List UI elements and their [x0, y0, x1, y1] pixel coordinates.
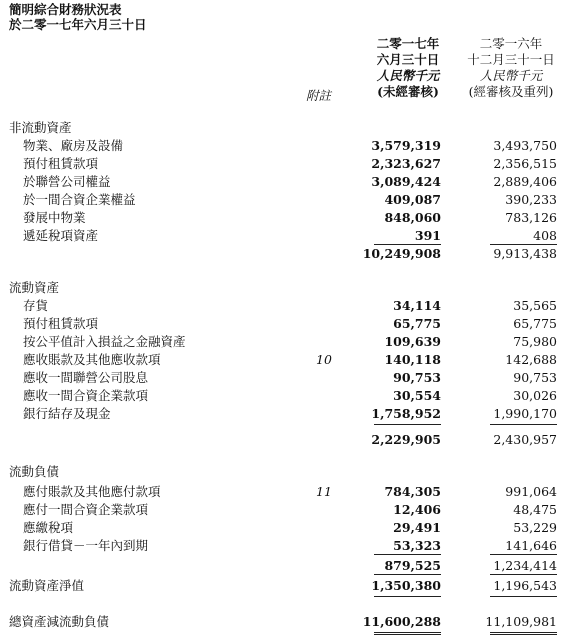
previous-value: 1,196,543 [493, 578, 557, 593]
current-total: 10,249,908 [362, 246, 441, 261]
row-label: 預付租賃款項 [23, 156, 99, 171]
net-current-assets-row [0, 577, 583, 595]
previous-value: 390,233 [505, 192, 557, 207]
previous-value: 783,126 [505, 210, 557, 225]
row-label: 於一間合資企業權益 [23, 192, 136, 207]
statement-date: 於二零一七年六月三十日 [9, 17, 147, 32]
previous-value: 2,889,406 [493, 174, 557, 189]
row-label: 應繳稅項 [23, 520, 74, 535]
subtotal-rule [374, 574, 441, 575]
current-year: 二零一七年 [376, 36, 440, 51]
previous-value: 142,688 [505, 352, 557, 367]
subtotal-rule [490, 596, 557, 597]
previous-total: 2,430,957 [493, 432, 557, 447]
table-row [0, 405, 583, 423]
subtotal-rule [374, 596, 441, 597]
previous-value: 30,026 [513, 388, 557, 403]
current-value: 3,579,319 [371, 138, 441, 153]
section-heading-non-current-assets [0, 119, 583, 137]
row-label: 應收賬款及其他應收款項 [23, 352, 161, 367]
previous-value: 48,475 [513, 502, 557, 517]
current-value: 1,350,380 [371, 578, 441, 593]
note-reference: 10 [316, 352, 332, 367]
row-label: 按公平值計入損益之金融資產 [23, 334, 186, 349]
table-row [0, 501, 583, 519]
table-row [0, 333, 583, 351]
table-row [0, 227, 583, 245]
table-row [0, 369, 583, 387]
current-total: 2,229,905 [371, 432, 441, 447]
subtotal-row [0, 245, 583, 263]
table-row [0, 351, 583, 369]
total-double-rule [374, 632, 441, 635]
previous-period-header [436, 36, 583, 100]
subtotal-row [0, 431, 583, 449]
previous-year: 二零一六年 [479, 36, 543, 51]
previous-total: 1,234,414 [493, 558, 557, 573]
row-label: 應付賬款及其他應付款項 [23, 484, 161, 499]
previous-date: 十二月三十一日 [467, 52, 555, 67]
previous-total: 9,913,438 [493, 246, 557, 261]
row-label: 銀行結存及現金 [23, 406, 111, 421]
previous-value: 75,980 [513, 334, 557, 349]
current-value: 109,639 [384, 334, 441, 349]
previous-value: 3,493,750 [493, 138, 557, 153]
table-row [0, 519, 583, 537]
previous-value: 35,565 [513, 298, 557, 313]
current-audit-status: (未經審核) [377, 84, 439, 99]
row-label: 總資產減流動負債 [9, 614, 110, 629]
previous-value: 1,990,170 [493, 406, 557, 421]
previous-value: 408 [533, 228, 557, 243]
row-label: 存貨 [23, 298, 49, 313]
subtotal-rule [490, 554, 557, 555]
current-unit: 人民幣千元 [376, 68, 440, 83]
table-row [0, 537, 583, 555]
current-value: 140,118 [384, 352, 441, 367]
current-value: 1,758,952 [371, 406, 441, 421]
previous-value: 65,775 [513, 316, 557, 331]
current-value: 11,600,288 [362, 614, 441, 629]
row-label: 遞延稅項資產 [23, 228, 99, 243]
table-row [0, 191, 583, 209]
section-label: 非流動資產 [9, 120, 72, 135]
subtotal-row [0, 557, 583, 575]
current-value: 848,060 [384, 210, 441, 225]
current-value: 2,323,627 [371, 156, 441, 171]
row-label: 銀行借貸－一年內到期 [23, 538, 149, 553]
previous-value: 2,356,515 [493, 156, 557, 171]
current-value: 3,089,424 [371, 174, 441, 189]
current-value: 409,087 [384, 192, 441, 207]
row-label: 發展中物業 [23, 210, 86, 225]
current-value: 30,554 [393, 388, 441, 403]
row-label: 應付一間合資企業款項 [23, 502, 149, 517]
current-value: 784,305 [384, 484, 441, 499]
current-value: 34,114 [393, 298, 441, 313]
current-value: 90,753 [393, 370, 441, 385]
section-label: 流動負債 [9, 464, 60, 479]
table-row [0, 315, 583, 333]
row-label: 應收一間合資企業款項 [23, 388, 149, 403]
previous-value: 90,753 [513, 370, 557, 385]
current-date: 六月三十日 [376, 52, 440, 67]
note-reference: 11 [316, 484, 332, 499]
table-row [0, 483, 583, 501]
subtotal-rule [490, 574, 557, 575]
section-label: 流動資產 [9, 280, 60, 295]
section-heading-current-liabilities [0, 463, 583, 481]
total-assets-less-current-liabilities-row [0, 613, 583, 631]
row-label: 流動資產淨值 [9, 578, 85, 593]
table-row [0, 209, 583, 227]
table-row [0, 173, 583, 191]
previous-audit-status: (經審核及重列) [468, 84, 554, 99]
table-row [0, 387, 583, 405]
statement-title: 簡明綜合財務狀況表 [9, 2, 122, 17]
current-value: 53,323 [393, 538, 441, 553]
section-heading-current-assets [0, 279, 583, 297]
subtotal-rule [374, 554, 441, 555]
row-label: 於聯營公司權益 [23, 174, 111, 189]
table-row [0, 137, 583, 155]
current-value: 65,775 [393, 316, 441, 331]
current-value: 12,406 [393, 502, 441, 517]
table-row [0, 155, 583, 173]
current-total: 879,525 [384, 558, 441, 573]
previous-value: 53,229 [513, 520, 557, 535]
total-double-rule [490, 632, 557, 635]
previous-unit: 人民幣千元 [479, 68, 543, 83]
previous-value: 141,646 [505, 538, 557, 553]
subtotal-rule [490, 424, 557, 425]
previous-value: 11,109,981 [485, 614, 557, 629]
row-label: 預付租賃款項 [23, 316, 99, 331]
current-value: 391 [414, 228, 441, 243]
row-label: 物業、廠房及設備 [23, 138, 124, 153]
subtotal-rule [374, 424, 441, 425]
notes-column-header: 附註 [306, 88, 332, 103]
table-row [0, 297, 583, 315]
previous-value: 991,064 [505, 484, 557, 499]
row-label: 應收一間聯營公司股息 [23, 370, 149, 385]
current-value: 29,491 [393, 520, 441, 535]
